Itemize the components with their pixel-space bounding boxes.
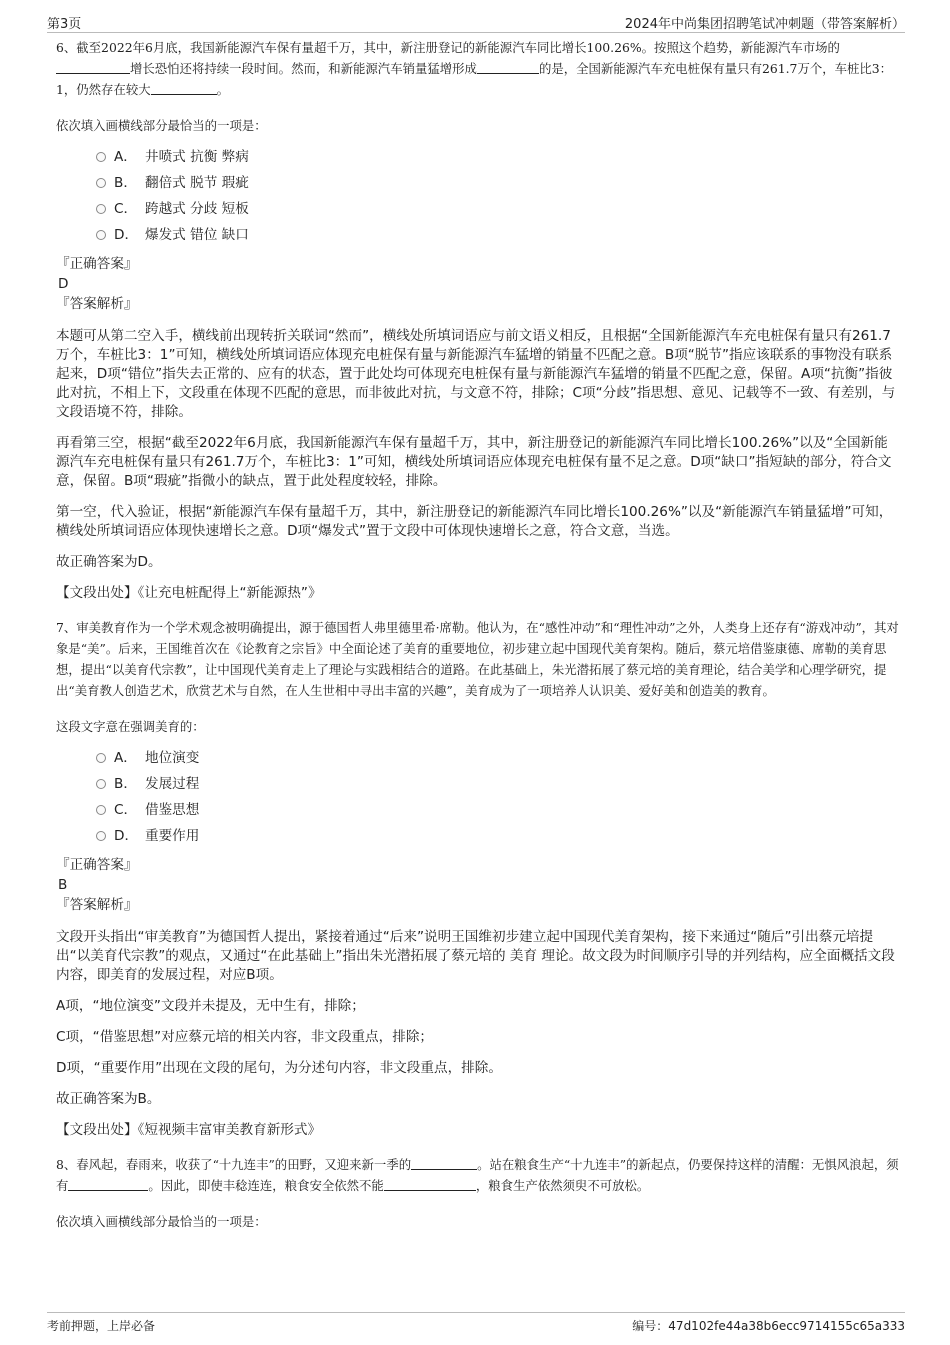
- document-title: 2024年中尚集团招聘笔试冲刺题（带答案解析）: [624, 17, 905, 32]
- analysis-paragraph: 文段开头指出“审美教育”为德国哲人提出，紧接着通过“后来”说明王国维初步建立起中国现代美育架构，接下来通过“随后”引出蔡元培提出“以美育代宗教”的观点，又通过“在此基础上”指出朱光潜拓展了蔡元培的 美育 理论。故文段为时间顺序引导的并列结构，应全面概括文段内容，即美育的发展过程，对应B项。: [56, 929, 895, 983]
- question-6-text: 6、截至2022年6月底，我国新能源汽车保有量超千万，其中，新注册登记的新能源汽车同比增长100.26%。按照这个趋势，新能源汽车市场的增长恐怕还将持续一段时间。然而，和新能源汽车销量猛增形成 的是，全国新能源汽车充电桩保有量只有261.7万个，车桩比3：1，仍然存在较大 。: [56, 40, 893, 97]
- analysis-paragraph: 故正确答案为B。: [56, 1091, 161, 1107]
- question-7-text: 7、审美教育作为一个学术观念被明确提出，源于德国哲人弗里德里希·席勒。他认为，在“感性冲动”和“理性冲动”之外，人类身上还存有“游戏冲动”，其对象是“美”。后来，王国维首次在《论教育之宗旨》中全面论述了美育的重要地位，初步建立起中国现代美育架构。随后，蔡元培借鉴康德、席勒的美育思想，提出“以美育代宗教”，让中国现代美育走上了理论与实践相结合的道路。在此基础上，朱光潜拓展了蔡元培的美育理论，结合美学和心理学研究，提出“美育教人创造艺术，欣赏艺术与自然，在人生世相中寻出丰富的兴趣”，美育成为了一项培养人认识美、爱好美和创造美的教育。: [56, 620, 899, 698]
- blank-3: [384, 1178, 476, 1191]
- radio-icon[interactable]: [96, 805, 106, 815]
- radio-icon[interactable]: [96, 753, 106, 763]
- radio-icon[interactable]: [96, 779, 106, 789]
- blank-3: [151, 82, 217, 95]
- analysis-label: 『答案解析』: [56, 296, 138, 312]
- blank-2: [477, 61, 539, 74]
- correct-answer: D: [58, 276, 69, 292]
- correct-answer-label: 『正确答案』: [56, 857, 138, 873]
- option-d[interactable]: D． 爆发式 错位 缺口: [96, 222, 901, 248]
- analysis-paragraph: 第一空，代入验证，根据“新能源汽车保有量超千万，其中，新注册登记的新能源汽车同比增长100.26%”以及“新能源汽车销量猛增”可知，横线处所填词语应体现快速增长之意。D项“爆发式”置于文段中可体现快速增长之意，符合文意，当选。: [56, 504, 893, 539]
- option-b[interactable]: B． 发展过程: [96, 771, 901, 797]
- analysis-paragraph: 故正确答案为D。: [56, 554, 162, 570]
- option-d[interactable]: D． 重要作用: [96, 823, 901, 849]
- source-citation: 【文段出处】《短视频丰富审美教育新形式》: [56, 1122, 322, 1138]
- question-6-prompt: 依次填入画横线部分最恰当的一项是：: [56, 118, 267, 133]
- correct-answer-label: 『正确答案』: [56, 256, 138, 272]
- analysis-label: 『答案解析』: [56, 897, 138, 913]
- option-a[interactable]: A． 地位演变: [96, 745, 901, 771]
- source-citation: 【文段出处】《让充电桩配得上“新能源热”》: [56, 585, 322, 601]
- question-8-text: 8、春风起，春雨来，收获了“十九连丰”的田野，又迎来新一季的 。站在粮食生产“十九连丰”的新起点，仍要保持这样的清醒：无惧风浪起，须有 。因此，即使丰稔连连，粮食安全依然不能 ，粮食生产依然须臾不可放松。: [56, 1157, 899, 1193]
- question-6-options: [56, 144, 901, 248]
- analysis-paragraph: C项，“借鉴思想”对应蔡元培的相关内容，非文段重点，排除；: [56, 1029, 434, 1045]
- page-content: [56, 38, 901, 1230]
- page-number: 第3页: [47, 17, 82, 32]
- question-8-prompt: 依次填入画横线部分最恰当的一项是：: [56, 1214, 267, 1229]
- option-c[interactable]: C． 跨越式 分歧 短板: [96, 196, 901, 222]
- radio-icon[interactable]: [96, 831, 106, 841]
- radio-icon[interactable]: [96, 230, 106, 240]
- correct-answer: B: [58, 877, 68, 893]
- blank-1: [56, 61, 130, 74]
- question-7-prompt: 这段文字意在强调美育的：: [56, 719, 205, 734]
- analysis-paragraph: A项，“地位演变”文段并未提及，无中生有，排除；: [56, 998, 365, 1014]
- radio-icon[interactable]: [96, 204, 106, 214]
- page-footer: [47, 1312, 905, 1337]
- radio-icon[interactable]: [96, 178, 106, 188]
- footer-slogan: 考前押题，上岸必备: [47, 1319, 156, 1333]
- analysis-paragraph: 再看第三空，根据“截至2022年6月底，我国新能源汽车保有量超千万，其中，新注册登记的新能源汽车同比增长100.26%”以及“全国新能源汽车充电桩保有量只有261.7万个，车桩比3：1”可知，横线处所填词语应体现充电桩保有量不足之意。D项“缺口”指短缺的部分，符合文意，保留。B项“瑕疵”指微小的缺点，置于此处程度较轻，排除。: [56, 435, 892, 489]
- page-header: [47, 10, 905, 33]
- blank-2: [68, 1178, 148, 1191]
- blank-1: [411, 1157, 477, 1170]
- radio-icon[interactable]: [96, 152, 106, 162]
- option-c[interactable]: C． 借鉴思想: [96, 797, 901, 823]
- question-7-options: [56, 745, 901, 849]
- document-id: 编号：47d102fe44a38b6ecc9714155c65a333: [632, 1319, 905, 1333]
- option-a[interactable]: A． 井喷式 抗衡 弊病: [96, 144, 901, 170]
- analysis-paragraph: 本题可从第二空入手，横线前出现转折关联词“然而”，横线处所填词语应与前文语义相反，且根据“全国新能源汽车充电桩保有量只有261.7万个，车桩比3：1”可知，横线处所填词语应体现充电桩保有量与新能源汽车猛增的销量不匹配之意。B项“脱节”指应该联系的事物没有联系起来，D项“错位”指失去正常的、应有的状态，置于此处均可体现充电桩保有量与新能源汽车猛增的销量不匹配之意，保留。A项“抗衡”指彼此对抗，不相上下，文段重在体现不匹配的意思，而非彼此对抗，与文意不符，排除；C项“分歧”指思想、意见、记载等不一致、有差别，与文段语境不符，排除。: [56, 328, 896, 420]
- option-b[interactable]: B． 翻倍式 脱节 瑕疵: [96, 170, 901, 196]
- analysis-paragraph: D项，“重要作用”出现在文段的尾句，为分述句内容，非文段重点，排除。: [56, 1060, 502, 1076]
